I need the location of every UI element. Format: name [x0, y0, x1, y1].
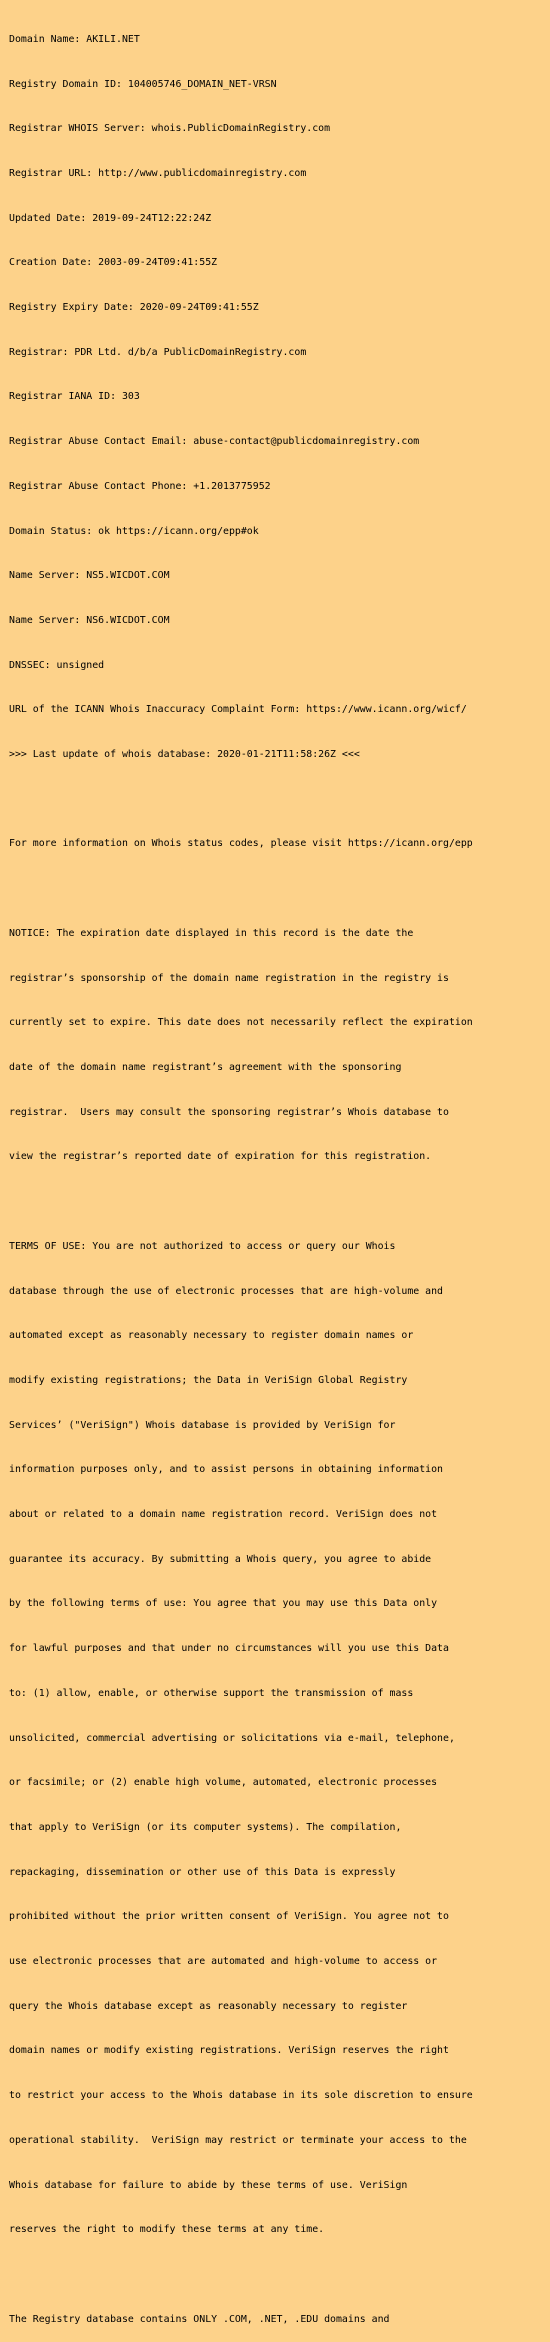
- notice-line: view the registrar’s reported date of expiration for this registration.: [9, 1151, 432, 1163]
- terms-line: use electronic processes that are automated and high-volume to access or: [9, 1956, 438, 1968]
- terms-line: guarantee its accuracy. By submitting a Whois query, you agree to abide: [9, 1553, 432, 1565]
- whois-line-name-server: Name Server: NS6.WICDOT.COM: [9, 614, 170, 626]
- terms-line: database through the use of electronic processes that are high-volume and: [9, 1285, 444, 1297]
- terms-line: to restrict your access to the Whois database in its sole discretion to ensure: [9, 2090, 473, 2102]
- whois-line-registry-expiry-date: Registry Expiry Date: 2020-09-24T09:41:55Z: [9, 302, 259, 314]
- terms-line: domain names or modify existing registrations. VeriSign reserves the right: [9, 2045, 449, 2057]
- whois-line-last-update: >>> Last update of whois database: 2020-01-21T11:58:26Z <<<: [9, 749, 360, 761]
- terms-line: reserves the right to modify these terms at any time.: [9, 2224, 325, 2236]
- terms-line: automated except as reasonably necessary to register domain names or: [9, 1330, 414, 1342]
- terms-line: for lawful purposes and that under no circumstances will you use this Data: [9, 1643, 449, 1655]
- terms-line: that apply to VeriSign (or its computer systems). The compilation,: [9, 1821, 402, 1833]
- whois-line-name-server: Name Server: NS5.WICDOT.COM: [9, 570, 170, 582]
- blank-line: [9, 2268, 550, 2283]
- terms-line: unsolicited, commercial advertising or solicitations via e-mail, telephone,: [9, 1732, 455, 1744]
- terms-line: Whois database for failure to abide by these terms of use. VeriSign: [9, 2179, 408, 2191]
- whois-line-registry-domain-id: Registry Domain ID: 104005746_DOMAIN_NET-VRSN: [9, 78, 277, 90]
- whois-line-registrar-iana-id: Registrar IANA ID: 303: [9, 391, 140, 403]
- whois-line-status-codes-info: For more information on Whois status codes, please visit https://icann.org/epp: [9, 838, 473, 850]
- registry-info-line: The Registry database contains ONLY .COM, .NET, .EDU domains and: [9, 2313, 390, 2325]
- terms-line: about or related to a domain name registration record. VeriSign does not: [9, 1509, 438, 1521]
- whois-line-registrar-url: Registrar URL: http://www.publicdomainregistry.com: [9, 167, 307, 179]
- whois-line-dnssec: DNSSEC: unsigned: [9, 659, 105, 671]
- terms-line: information purposes only, and to assist persons in obtaining information: [9, 1464, 444, 1476]
- terms-line: modify existing registrations; the Data in VeriSign Global Registry: [9, 1374, 408, 1386]
- terms-line: or facsimile; or (2) enable high volume, automated, electronic processes: [9, 1777, 438, 1789]
- terms-line: prohibited without the prior written consent of VeriSign. You agree not to: [9, 1911, 449, 1923]
- terms-line: by the following terms of use: You agree that you may use this Data only: [9, 1598, 438, 1610]
- blank-line: [9, 793, 550, 808]
- whois-line-registrar: Registrar: PDR Ltd. d/b/a PublicDomainRegistry.com: [9, 346, 307, 358]
- notice-line: currently set to expire. This date does not necessarily reflect the expiration: [9, 1017, 473, 1029]
- terms-line: Services’ ("VeriSign") Whois database is provided by VeriSign for: [9, 1419, 396, 1431]
- terms-line: repackaging, dissemination or other use of this Data is expressly: [9, 1866, 396, 1878]
- blank-line: [9, 1195, 550, 1210]
- blank-line: [9, 882, 550, 897]
- whois-line-registrar-whois-server: Registrar WHOIS Server: whois.PublicDomainRegistry.com: [9, 123, 331, 135]
- terms-line: query the Whois database except as reasonably necessary to register: [9, 2000, 408, 2012]
- whois-line-creation-date: Creation Date: 2003-09-24T09:41:55Z: [9, 257, 218, 269]
- terms-line: operational stability. VeriSign may restrict or terminate your access to the: [9, 2134, 467, 2146]
- whois-line-abuse-email: Registrar Abuse Contact Email: abuse-contact@publicdomainregistry.com: [9, 436, 420, 448]
- notice-line: NOTICE: The expiration date displayed in this record is the date the: [9, 927, 414, 939]
- notice-line: registrar’s sponsorship of the domain name registration in the registry is: [9, 972, 449, 984]
- notice-line: date of the domain name registrant’s agreement with the sponsoring: [9, 1061, 402, 1073]
- whois-line-domain-status: Domain Status: ok https://icann.org/epp#ok: [9, 525, 259, 537]
- notice-line: registrar. Users may consult the sponsoring registrar’s Whois database to: [9, 1106, 449, 1118]
- terms-line: to: (1) allow, enable, or otherwise support the transmission of mass: [9, 1687, 414, 1699]
- whois-line-abuse-phone: Registrar Abuse Contact Phone: +1.2013775952: [9, 480, 271, 492]
- whois-line-icann-complaint-url: URL of the ICANN Whois Inaccuracy Complaint Form: https://www.icann.org/wicf/: [9, 704, 467, 716]
- terms-line: TERMS OF USE: You are not authorized to access or query our Whois: [9, 1240, 396, 1252]
- whois-line-updated-date: Updated Date: 2019-09-24T12:22:24Z: [9, 212, 212, 224]
- whois-line-domain-name: Domain Name: AKILI.NET: [9, 33, 140, 45]
